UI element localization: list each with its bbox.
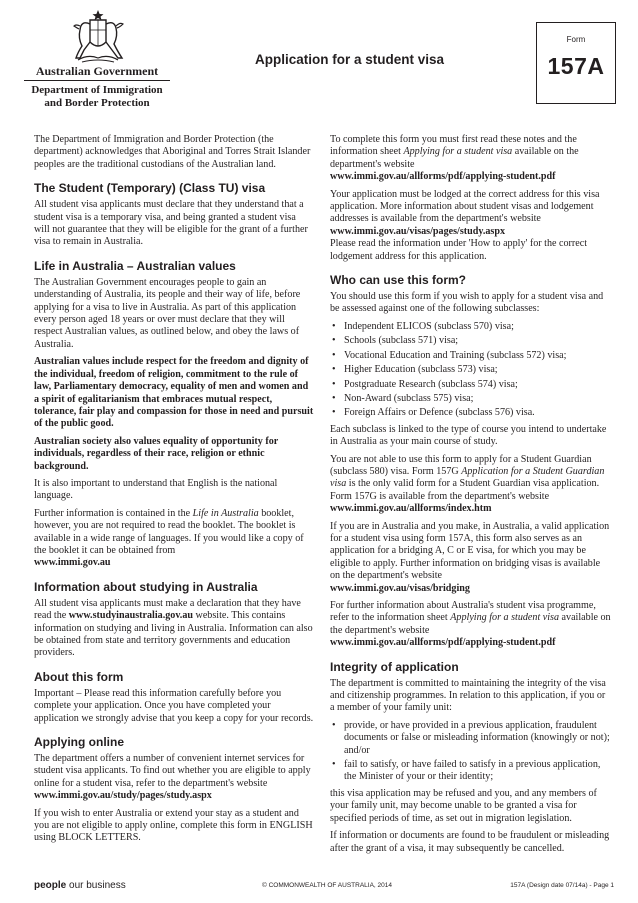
who-paragraph: You should use this form if you wish to apply for a student visa and be assessed against one of the following subclasses: [330,291,604,315]
life-in-australia-title: Life in Australia [192,507,259,519]
integrity-paragraph-3: If information or documents are found to be fraudulent or misleading after the grant of a visa, it may subsequently be cancelled. [330,830,610,854]
list-item: • Schools (subclass 571) visa; [330,335,612,347]
heading-about-this-form: About this form [34,669,124,684]
values-bold-paragraph-2: Australian society also values equality of opportunity for individuals, regardless of their race, religion or ethnic background. [34,435,279,472]
further-info-paragraph [330,600,612,650]
heading-student-visa: The Student (Temporary) (Class TU) visa [34,181,266,196]
heading-studying-in-australia: Information about studying in Australia [34,579,258,594]
list-item: • provide, or have provided in a previous application, fraudulent documents or false or misleading information (knowingly or not); and/or [330,720,612,757]
brand-strong: people [34,880,67,891]
footer-copyright: © COMMONWEALTH OF AUSTRALIA, 2014 [262,882,392,889]
page-footer [0,878,638,898]
heading-integrity: Integrity of application [330,659,459,674]
study-in-australia-link[interactable]: www.studyinaustralia.gov.au [68,610,193,622]
about-paragraph: Important – Please read this information carefully before you complete your application. Once you have completed your application we strongly advise that you keep a copy for your records. [34,687,314,724]
allforms-index-link[interactable]: www.immi.gov.au/allforms/index.htm [330,503,492,515]
form-number-box [536,22,616,104]
bridging-text: If you are in Australia and you make, in Australia, a valid application for a student visa using form 157A, this form also serves as an application for a bridging A, C or E visa, for which you may be eligible to apply. Further information on bridging visas is available on the department's website [330,520,610,582]
subclass-list [330,321,612,420]
immi-website-link[interactable]: www.immi.gov.au [34,557,111,569]
list-item: • Non-Award (subclass 575) visa; [330,393,612,405]
complete-form-paragraph [330,134,612,184]
bridging-paragraph [330,521,612,595]
lodgement-text-a: Your application must be lodged at the correct address for this visa application. More information about student visas and lodgement addresses is available from the department's website [330,188,600,225]
values-paragraph-2: It is also important to understand that English is the national language. [34,477,278,502]
applying-student-pdf-link[interactable]: www.immi.gov.au/allforms/pdf/applying-student.pdf [330,171,556,183]
coat-of-arms-icon [68,8,128,66]
values-bold-paragraph-1: Australian values include respect for the freedom and dignity of the individual, freedom of religion, commitment to the rule of law, Parliamentary democracy, equality of men and women and a spirit of egalitarianism that embraces mutual respect, tolerance, fair play and compassion for those in need and pursuit of the public good. [34,356,314,430]
guardian-text-b: is the only valid form for a Student Guardian visa application. Form 157G is available from the department's website [330,478,600,502]
list-item: • Higher Education (subclass 573) visa; [330,364,612,376]
page-header [0,0,638,128]
study-pages-link[interactable]: www.immi.gov.au/study/pages/study.aspx [34,790,212,802]
heading-who-can-use: Who can use this form? [330,273,467,288]
subclass-course-paragraph: Each subclass is linked to the type of course you intend to undertake in Australia as your main course of study. [330,423,607,448]
guardian-text-a: You are not able to use this form to apply for a Student Guardian (subclass 580) visa. Form 157G [330,453,592,477]
acknowledgement-paragraph: The Department of Immigration and Border Protection (the department) acknowledges that Aboriginal and Torres Strait Islander peoples are the traditional custodians of the Australian land. [34,134,311,170]
list-item: • Foreign Affairs or Defence (subclass 576) visa. [330,407,612,419]
integrity-list [330,720,612,784]
lodgement-text-b: Please read the information under 'How to apply' for the correct lodgement address for this application. [330,238,588,262]
applying-student-visa-title: Applying for a student visa [403,146,513,158]
heading-applying-online: Applying online [34,735,124,750]
online-paragraph-1 [34,753,314,803]
department-name [22,84,172,110]
studying-paragraph [34,598,314,660]
footer-brand [34,880,126,891]
further-pdf-link[interactable]: www.immi.gov.au/allforms/pdf/applying-student.pdf [330,637,556,649]
values-paragraph-1: The Australian Government encourages people to gain an understanding of Australia, its people and their way of life, before applying for a visa to live in Australia. As part of this application every person aged 18 years or over must declare that they will respect Australian values, as outlined below, and obey the laws of Australia. [34,276,301,350]
left-column [34,134,314,850]
header-divider [24,80,170,81]
further-text-a: For further information about Australia's student visa programme, refer to the information sheet [330,600,596,624]
bridging-link[interactable]: www.immi.gov.au/visas/bridging [330,582,470,594]
online-text: The department offers a number of convenient internet services for student visa applicants. To find out whether you are eligible to apply online for a student visa, refer to the department's website [34,753,311,789]
further-text-b: available on the department's website [330,612,611,636]
department-line-1: Department of Immigration [31,84,163,96]
right-column [330,134,612,860]
further-sheet-title: Applying for a student visa [450,612,560,624]
guardian-form-title: Application for a Student Guardian visa [330,465,605,490]
form-number: 157A [547,53,605,79]
values-paragraph-3 [34,508,314,570]
list-item: • Vocational Education and Training (subclass 572) visa; [330,350,612,362]
list-item: • Independent ELICOS (subclass 570) visa; [330,321,612,333]
lodgement-paragraph [330,189,612,263]
integrity-paragraph: The department is committed to maintaining the integrity of the visa and citizenship programmes. In relation to this application, if you or a member of your family unit: [330,677,606,714]
studying-text-b: website. This contains information on studying and living in Australia. Information can also be obtained from state and territory governments and education providers. [34,610,313,659]
studying-text-a: All student visa applicants must make a declaration that they have read the [34,597,301,622]
footer-page-info: 157A (Design date 07/14a) - Page 1 [510,882,614,889]
brand-rest: our business [66,880,126,891]
visas-study-link[interactable]: www.immi.gov.au/visas/pages/study.aspx [330,225,505,237]
government-name: Australian Government [35,64,159,78]
visa-paragraph: All student visa applicants must declare that they understand that a student visa is a temporary visa, and being granted a student visa will not guarantee that they will be eligible for the grant of a further visa to remain in Australia. [34,199,308,248]
complete-text-b: available on the department's website [330,146,579,170]
list-item: • fail to satisfy, or have failed to satisfy in a previous application, the Minister of your or their identity; [330,759,612,784]
integrity-paragraph-2: this visa application may be refused and you, and any members of your family unit, may become unable to be granted a visa for specified periods of time, as set out in migration legislation. [330,787,597,824]
online-paragraph-2: If you wish to enter Australia or extend your stay as a student and you are not eligible to apply online, complete this form in ENGLISH using BLOCK LETTERS. [34,807,313,844]
list-item: • Postgraduate Research (subclass 574) visa; [330,379,612,391]
values-text-b: booklet, however, you are not required to read the booklet. The booklet is available in a wide range of languages. If you would like a copy of the booklet it can be obtained from [34,507,304,556]
department-line-2: and Border Protection [44,97,150,109]
complete-text-a: To complete this form you must first read these notes and the information sheet [330,134,577,158]
form-title: Application for a student visa [255,52,445,67]
guardian-paragraph [330,454,612,516]
values-text-a: Further information is contained in the [34,507,193,519]
form-label: Form [566,35,586,44]
heading-australian-values: Life in Australia – Australian values [34,258,236,273]
